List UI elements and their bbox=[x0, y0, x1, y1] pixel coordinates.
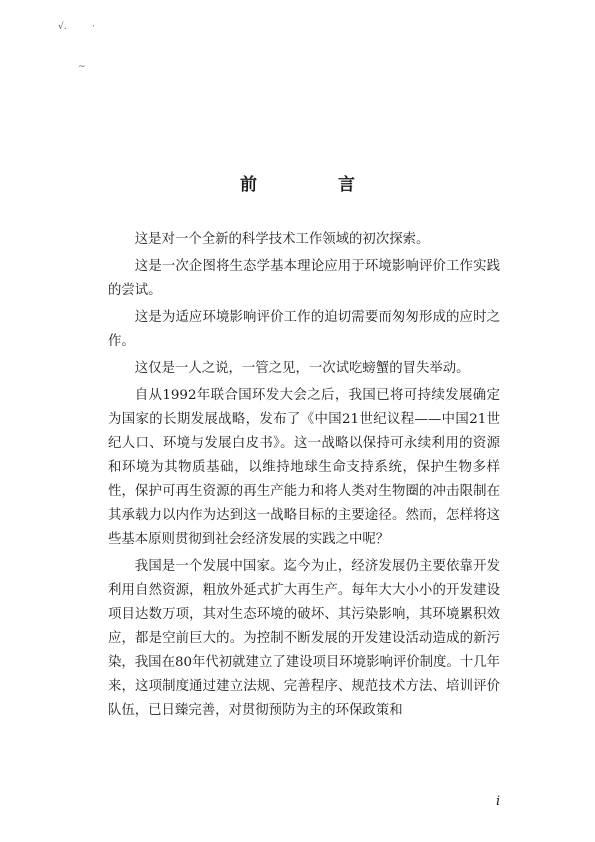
paragraph: 这仅是一人之说，一管之见，一次试吃螃蟹的冒失举动。 bbox=[134, 361, 470, 376]
paragraph: 我国是一个发展中国家。迄今为止，经济发展仍主要依靠开发利用自然资源，粗放外延式扩大再生产。每年大大小小的开发建设项目达数万项，其对生态环境的破坏、其污染影响，其环境累积效应，都是空前巨大的。为控制不断发展的开发建设活动造成的新污染，我国在80年代初就建立了建设项目环境影响评价制度。十几年来，这项制度通过建立法规、完善程序、规范技术方法、培训评价队伍，已日臻完善，对贯彻预防为主的环保政策和 bbox=[108, 559, 500, 718]
scan-mark: ~ bbox=[78, 62, 86, 72]
scan-mark: √. bbox=[58, 22, 67, 32]
paragraph: 这是对一个全新的科学技术工作领域的初次探索。 bbox=[134, 232, 430, 247]
paragraph: 这是为适应环境影响评价工作的迫切需要而匆匆形成的应时之作。 bbox=[108, 310, 500, 349]
page-title: 前 言 bbox=[240, 175, 387, 196]
paragraph: 自从1992年联合国环发大会之后，我国已将可持续发展确定为国家的长期发展战略，发布了《中国21世纪议程——中国21世纪人口、环境与发展白皮书》。这一战略以保持可永续利用的资源和环境为其物质基础，以维持地球生命支持系统，保护生物多样性，保护可再生资源的再生产能力和将人类对生物圈的冲击限制在其承载力以内作为达到这一战略目标的主要途径。然而，怎样将这些基本原则贯彻到社会经济发展的实践之中呢？ bbox=[108, 388, 500, 547]
paragraph: 这是一次企图将生态学基本理论应用于环境影响评价工作实践的尝试。 bbox=[108, 259, 500, 298]
preface-body bbox=[108, 228, 500, 726]
page-number: i bbox=[496, 794, 501, 809]
scan-mark: · bbox=[92, 22, 95, 32]
